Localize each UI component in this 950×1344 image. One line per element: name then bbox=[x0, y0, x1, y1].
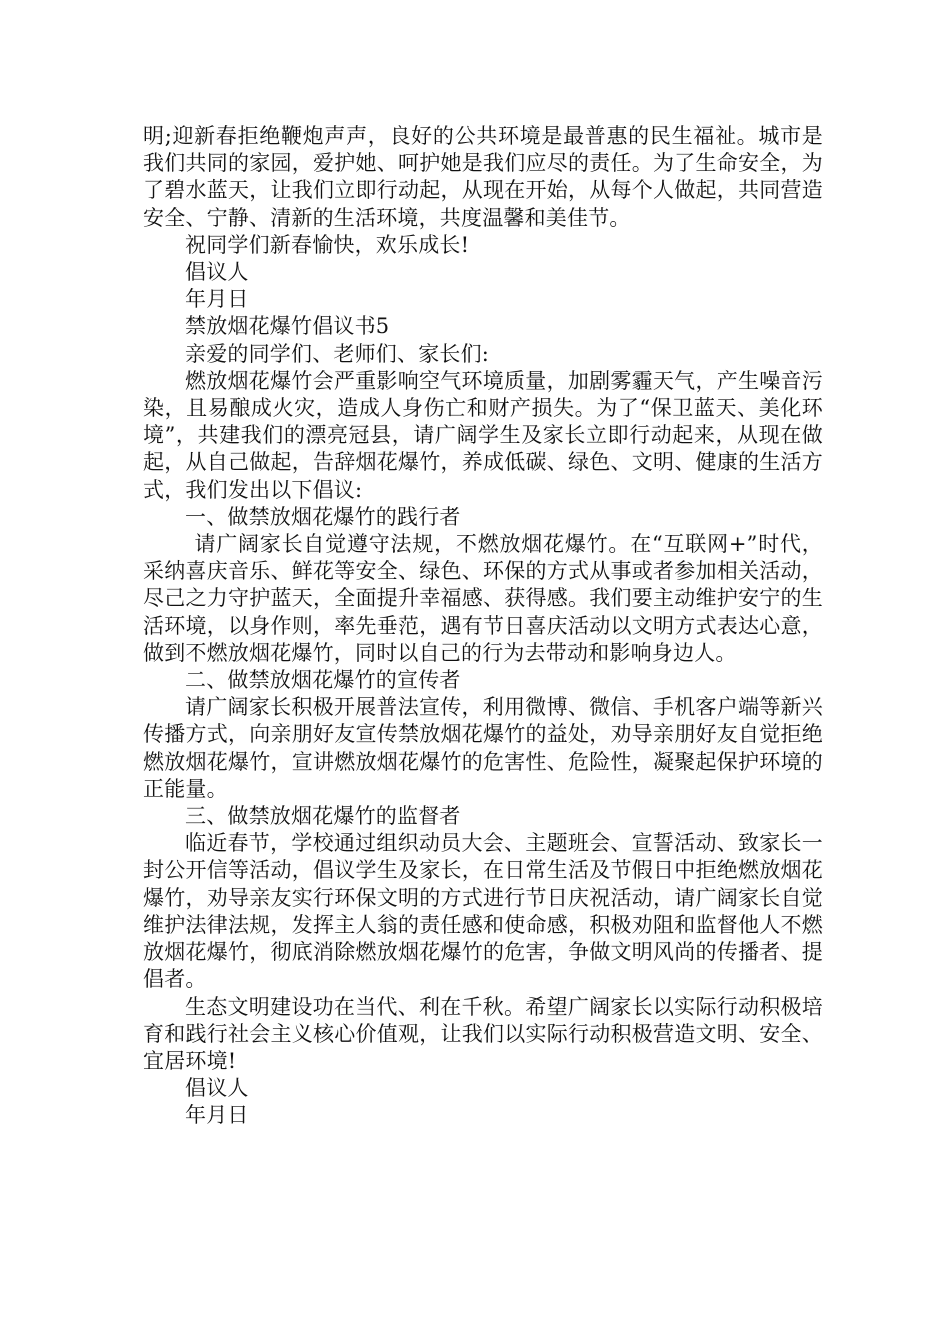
paragraph-supervisor: 临近春节，学校通过组织动员大会、主题班会、宣誓活动、致家长一封公开信等活动，倡议学生及家长，在日常生活及节假日中拒绝燃放烟花爆竹，劝导亲友实行环保文明的方式进行节日庆祝活动，请广阔家长自觉维护法律法规，发挥主人翁的责任感和使命感，积极劝阻和监督他人不燃放烟花爆竹，彻底消除燃放烟花爆竹的危害，争做文明风尚的传播者、提倡者。 bbox=[143, 831, 823, 992]
document-body bbox=[143, 123, 823, 1130]
salutation: 亲爱的同学们、老师们、家长们: bbox=[185, 341, 490, 366]
signature-initiator: 倡议人 bbox=[185, 260, 249, 285]
paragraph-greeting-wish: 祝同学们新春愉快，欢乐成长! bbox=[185, 232, 470, 257]
signature-initiator-final: 倡议人 bbox=[185, 1076, 249, 1101]
heading-promoter: 二、做禁放烟花爆竹的宣传者 bbox=[185, 668, 461, 693]
paragraph-promoter: 请广阔家长积极开展普法宣传，利用微博、微信、手机客户端等新兴传播方式，向亲朋好友宣传禁放烟花爆竹的益处，劝导亲朋好友自觉拒绝燃放烟花爆竹，宣讲燃放烟花爆竹的危害性、危险性，凝聚起保护环境的正能量。 bbox=[143, 695, 823, 801]
heading-supervisor: 三、做禁放烟花爆竹的监督者 bbox=[185, 804, 461, 829]
heading-practitioner: 一、做禁放烟花爆竹的践行者 bbox=[185, 504, 461, 529]
paragraph-introduction: 燃放烟花爆竹会严重影响空气环境质量，加剧雾霾天气，产生噪音污染，且易酿成火灾，造成人身伤亡和财产损失。为了“保卫蓝天、美化环境”，共建我们的漂亮冠县，请广阔学生及家长立即行动起来，从现在做起，从自己做起，告辞烟花爆竹，养成低碳、绿色、文明、健康的生活方式，我们发出以下倡议: bbox=[143, 368, 823, 502]
paragraph-conclusion: 生态文明建设功在当代、利在千秋。希望广阔家长以实际行动积极培育和践行社会主义核心价值观，让我们以实际行动积极营造文明、安全、宜居环境! bbox=[143, 994, 823, 1073]
paragraph-practitioner: 请广阔家长自觉遵守法规，不燃放烟花爆竹。在“互联网+”时代，采纳喜庆音乐、鲜花等安全、绿色、环保的方式从事或者参加相关活动，尽己之力守护蓝天，全面提升幸福感、获得感。我们要主动维护安宁的生活环境，以身作则，率先垂范，遇有节日喜庆活动以文明方式表达心意，做到不燃放烟花爆竹，同时以自己的行为去带动和影响身边人。 bbox=[143, 532, 823, 665]
signature-date-final: 年月日 bbox=[185, 1103, 249, 1128]
paragraph-closing-appeal: 明;迎新春拒绝鞭炮声声，良好的公共环境是最普惠的民生福祉。城市是我们共同的家园，爱护她、呵护她是我们应尽的责任。为了生命安全，为了碧水蓝天，让我们立即行动起，从现在开始，从每个人做起，共同营造安全、宁静、清新的生活环境，共度温馨和美佳节。 bbox=[143, 124, 823, 230]
signature-date: 年月日 bbox=[185, 287, 249, 312]
section-title: 禁放烟花爆竹倡议书5 bbox=[185, 314, 390, 339]
